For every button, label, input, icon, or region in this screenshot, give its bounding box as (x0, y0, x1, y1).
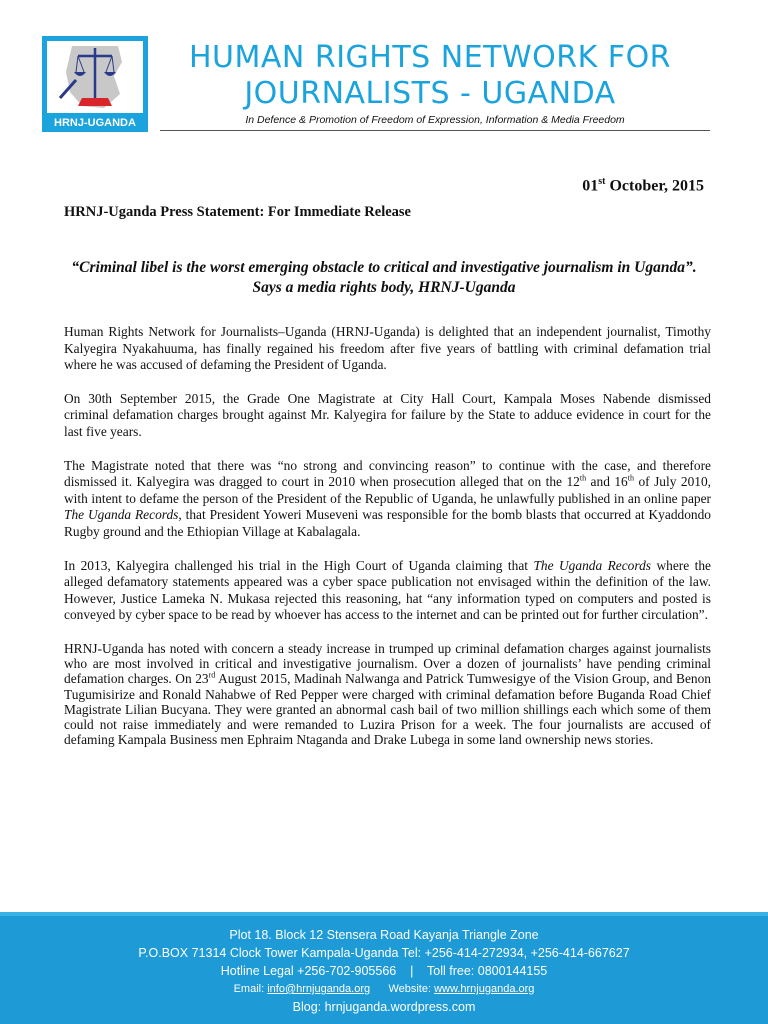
logo-text: HRNJ-UGANDA (54, 117, 136, 129)
paragraph-3-publication: The Uganda Records (64, 507, 179, 523)
paragraph-1: Human Rights Network for Journalists–Uganda (HRNJ-Uganda) is delighted that an independent journalist, Timothy Kalyegira Nyakahuuma, has finally regained his freedom after five years of battling with criminal defamation trial where he was accused of defaming the President of Uganda. (64, 324, 711, 373)
organization-name (160, 40, 700, 112)
footer-pobox: P.O.BOX 71314 Clock Tower Kampala-Uganda Tel: +256-414-272934, +256-414-667627 (138, 946, 630, 960)
paragraph-5 (64, 641, 711, 747)
email-link[interactable]: info@hrnjuganda.org (267, 983, 371, 995)
paragraph-5-sup: rd (208, 670, 216, 680)
paragraph-3-sup-1: th (579, 473, 587, 483)
paragraph-2 (64, 390, 738, 441)
paragraph-4 (64, 558, 711, 624)
email-label: Email: (233, 983, 268, 995)
paragraph-2-text: On 30th September 2015, the Grade One Magistrate at City Hall Court, Kampala Moses Nabende dismissed criminal defamation charges brought against Mr. Kalyegira for failure by the State to adduce evidence in court for the last five years. (64, 390, 738, 439)
paragraph-3 (64, 458, 711, 541)
paragraph-4-publication: The Uganda Records (533, 557, 651, 573)
website-label: Website: (370, 983, 435, 995)
paragraph-4-text-b: where the alleged defamatory statements appeared was a cyber space publication not envisaged within the definition of the law. However, Justice Lameka N. Mukasa rejected this reasoning, hat “any information typed on computers and posted is conveyed by cyber space to be read by whoever has access to the internet and can be printed out for further circulation”. (64, 557, 711, 623)
release-date (582, 176, 704, 195)
tagline: In Defence & Promotion of Freedom of Expression, Information & Media Freedom (245, 114, 625, 126)
date-rest: October, 2015 (605, 177, 704, 195)
paragraph-5-text-b: August 2015, Madinah Nalwanga and Patrick Tumwesigye of the Vision Group, and Benon Tugumisirize and Ronald Nahabwe of Red Pepper were charged with criminal defamation before Buganda Road Chief Magistrate Lilian Bucyana. They were granted an abnormal cash bail of two million shillings each which some of them could not raise immediately and were remanded to Luzira Prison for a week. The four journalists are accused of defaming Kampala Business men Ephraim Ntaganda and Drake Lubega in some land ownership news stories. (64, 671, 711, 748)
footer-contact-links (0, 980, 768, 998)
statement-body (64, 324, 738, 748)
contact-footer (0, 912, 768, 1024)
organization-logo (42, 36, 148, 132)
press-statement-subheading: HRNJ-Uganda Press Statement: For Immediate Release (64, 204, 411, 220)
paragraph-3-text-b: and 16 (586, 474, 628, 490)
organization-name-line1: HUMAN RIGHTS NETWORK FOR (188, 40, 672, 75)
organization-name-line2: JOURNALISTS - UGANDA (244, 76, 616, 111)
paragraph-3-text-d: , that President Yoweri Museveni was responsible for the bomb blasts that occurred at Kyaddondo Rugby ground and the Ethiopian Village at Kabalagala. (64, 507, 711, 539)
scales-of-justice-icon (42, 36, 148, 132)
footer-blog: Blog: hrnjuganda.wordpress.com (292, 1000, 476, 1014)
paragraph-3-text-c: of July 2010, with intent to defame the person of the President of the Republic of Uganda, he unlawfully published in an online paper (64, 474, 712, 506)
date-day: 01 (582, 177, 599, 195)
footer-hotline: Hotline Legal +256-702-905566 | Toll free: 0800144155 (220, 964, 548, 978)
paragraph-3-sup-2: th (627, 473, 634, 483)
paragraph-5-text-a: HRNJ-Uganda has noted with concern a steady increase in trumped up criminal defamation charges against journalists who are most involved in critical and investigative journalism. Over a dozen of journalists’ have pending criminal defamation charges. On 23 (64, 640, 711, 687)
website-link[interactable]: www.hrnjuganda.org (434, 983, 535, 995)
paragraph-4-text-a: In 2013, Kalyegira challenged his trial in the High Court of Uganda claiming that (64, 557, 534, 573)
paragraph-3-text-a: The Magistrate noted that there was “no strong and convincing reason” to continue with the case, and therefore dismissed it. Kalyegira was dragged to court in 2010 when prosecution alleged that on the 12 (64, 457, 711, 490)
date-suffix: st (598, 176, 606, 187)
headline-quote: “Criminal libel is the worst emerging obstacle to critical and investigative journalism in Uganda”. Says a media rights body, HRNJ-Uganda (71, 259, 697, 296)
header-divider (160, 130, 710, 131)
footer-address: Plot 18. Block 12 Stensera Road Kayanja Triangle Zone (229, 928, 539, 942)
